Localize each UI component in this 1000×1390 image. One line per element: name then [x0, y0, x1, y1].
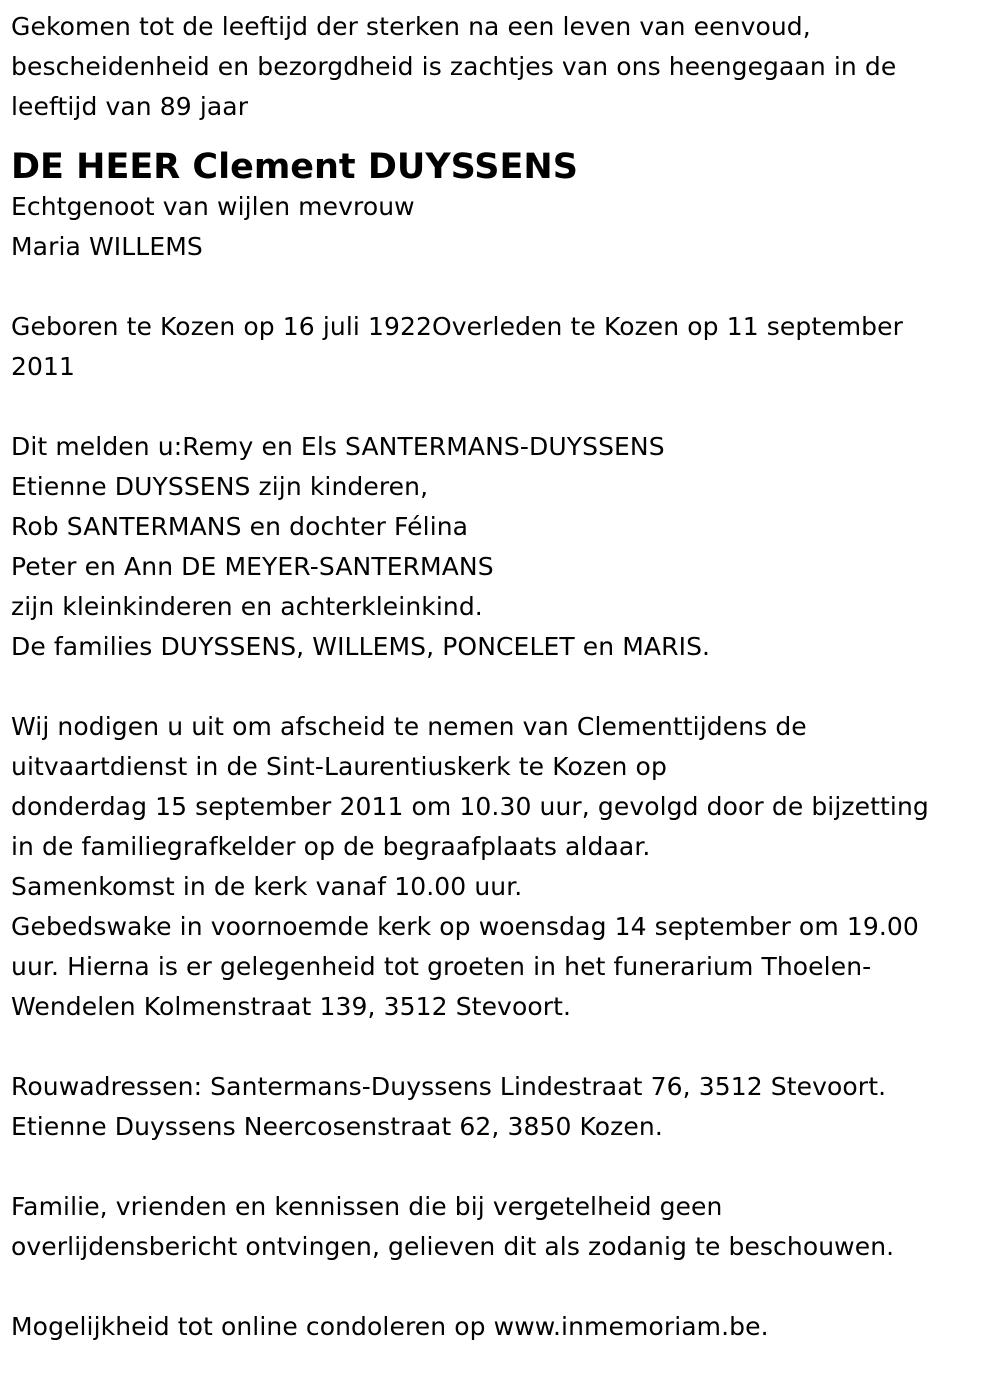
ceremony-line: uitvaartdienst in de Sint-Laurentiuskerk te Kozen op — [11, 752, 667, 781]
notice-line: Familie, vrienden en kennissen die bij vergetelheid geen — [11, 1192, 723, 1221]
dates-line: 2011 — [11, 352, 76, 381]
ceremony-line: uur. Hierna is er gelegenheid tot groeten in het funerarium Thoelen- — [11, 952, 872, 981]
deceased-name-title: DE HEER Clement DUYSSENS — [11, 147, 578, 187]
spacer — [11, 667, 989, 707]
family-line: De families DUYSSENS, WILLEMS, PONCELET en MARIS. — [11, 632, 711, 661]
family-paragraph — [11, 427, 989, 667]
ceremony-line: Wij nodigen u uit om afscheid te nemen van Clementtijdens de — [11, 712, 807, 741]
address-line: Rouwadressen: Santermans-Duyssens Lindestraat 76, 3512 Stevoort. — [11, 1072, 887, 1101]
ceremony-line: donderdag 15 september 2011 om 10.30 uur, gevolgd door de bijzetting — [11, 792, 929, 821]
condolence-paragraph — [11, 1307, 989, 1347]
ceremony-line: in de familiegrafkelder op de begraafplaats aldaar. — [11, 832, 651, 861]
dates-line: Geboren te Kozen op 16 juli 1922Overleden te Kozen op 11 september — [11, 312, 903, 341]
spacer — [11, 1027, 989, 1067]
family-line: Rob SANTERMANS en dochter Félina — [11, 512, 469, 541]
ceremony-line: Wendelen Kolmenstraat 139, 3512 Stevoort. — [11, 992, 572, 1021]
intro-line: bescheidenheid en bezorgdheid is zachtjes van ons heengegaan in de — [11, 52, 897, 81]
ceremony-line: Gebedswake in voornoemde kerk op woensdag 14 september om 19.00 — [11, 912, 919, 941]
spouse-line: Echtgenoot van wijlen mevrouw — [11, 192, 415, 221]
intro-line: Gekomen tot de leeftijd der sterken na een leven van eenvoud, — [11, 12, 811, 41]
family-line: Peter en Ann DE MEYER-SANTERMANS — [11, 552, 494, 581]
family-line: Dit melden u:Remy en Els SANTERMANS-DUYSSENS — [11, 432, 665, 461]
spacer — [11, 1267, 989, 1307]
ceremony-line: Samenkomst in de kerk vanaf 10.00 uur. — [11, 872, 523, 901]
ceremony-paragraph — [11, 707, 989, 1027]
condolence-line: Mogelijkheid tot online condoleren op www.inmemoriam.be. — [11, 1312, 769, 1341]
spouse-line: Maria WILLEMS — [11, 232, 203, 261]
intro-line: leeftijd van 89 jaar — [11, 92, 249, 121]
intro-paragraph — [11, 7, 989, 127]
spouse-paragraph — [11, 187, 989, 267]
address-line: Etienne Duyssens Neercosenstraat 62, 3850 Kozen. — [11, 1112, 663, 1141]
notice-line: overlijdensbericht ontvingen, gelieven dit als zodanig te beschouwen. — [11, 1232, 895, 1261]
notice-paragraph — [11, 1187, 989, 1267]
spacer — [11, 387, 989, 427]
family-line: zijn kleinkinderen en achterkleinkind. — [11, 592, 483, 621]
dates-paragraph — [11, 307, 989, 387]
family-line: Etienne DUYSSENS zijn kinderen, — [11, 472, 429, 501]
addresses-paragraph — [11, 1067, 989, 1147]
spacer — [11, 1147, 989, 1187]
spacer — [11, 267, 989, 307]
